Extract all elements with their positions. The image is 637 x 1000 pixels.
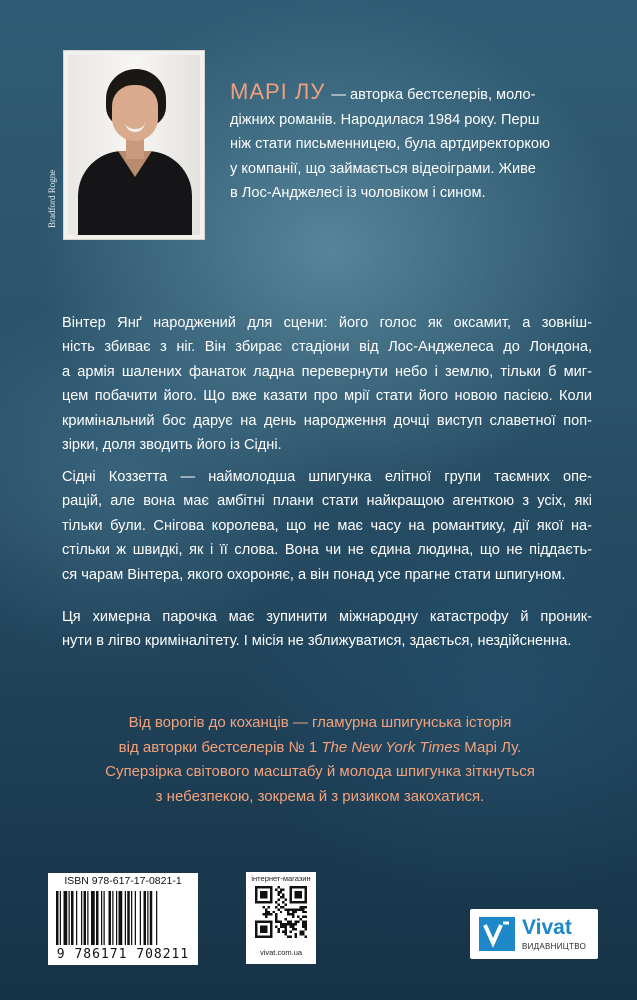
annotation-line: ність збиває з ніг. Він збирає стадіони від Лос-Анджелеса до Лондона, [62,339,592,356]
bio-line: в Лос-Анджелесі із чоловіком і сином. [230,185,486,201]
bio-line: у компанії, що займається відеоіграми. Живе [230,160,536,177]
annotation-paragraph-2 [62,465,592,587]
publisher-name: Vivat [522,916,572,939]
author-bio [230,80,570,206]
annotation-line: кримінальний бос дарує на день народження дочці виступ славетної поп- [62,412,592,429]
annotation-line: тільки були. Снігова королева, що не має часу на романтику, дії якої на- [62,517,592,534]
annotation-paragraph-3 [62,605,592,654]
annotation-line: Вінтер Янґ народжений для сцени: його голос як оксамит, а зовніш- [62,315,592,331]
newspaper-title: The New York Times [321,738,461,756]
bio-line: діжних романів. Народилася 1984 року. Перш [230,111,540,128]
annotation-paragraph-1 [62,311,592,457]
photo-credit: Bradford Rogne [47,169,57,228]
bio-line: — авторка бестселерів, моло- [331,87,536,103]
author-portrait-image [68,55,200,235]
publisher-logo [470,909,598,959]
qr-code-icon [255,886,307,938]
annotation-line: стільки ж швидкі, як і її слова. Вона чи не єдина людина, що не піддаєть- [62,542,592,559]
publisher-subtitle: ВИДАВНИЦТВО [522,942,587,951]
annotation-line: цем побачити його. Що вже казати про мрії стати його новою пасією. Коли [62,388,592,405]
annotation-line: рацій, але вона має амбітні плани стати найкращою агенткою з усіх, які [62,493,592,510]
qr-code-block [246,872,316,964]
annotation-line: Ця химерна парочка має зупинити міжнародну катастрофу й проник- [62,609,592,625]
tagline-line: Суперзірка світового масштабу й молода шпигунка зіткнуться [105,763,535,780]
author-name: МАРІ ЛУ [230,79,326,104]
promo-tagline [60,711,580,809]
author-photo [63,50,205,240]
tagline-line: з небезпекою, зокрема й з ризиком закохатися. [155,787,485,805]
barcode-digits: 9 786171 708211 [56,947,190,962]
annotation-line: Сідні Коззетта — наймолодша шпигунка елітної групи таємних опе- [62,469,592,485]
qr-caption: інтернет-магазин [251,874,311,883]
annotation-line: а армія шалених фанаток ладна перевернути небо і землю, тільки б миг- [62,363,592,380]
annotation-line: зірки, доля зводить його із Сідні. [62,437,282,454]
bio-line: ніж стати письменницею, була артдиректоркою [230,136,550,152]
isbn-label: ISBN 978-617-17-0821-1 [64,875,182,887]
isbn-barcode [48,873,198,965]
tagline-line: Від ворогів до коханців — гламурна шпигунська історія [128,714,512,731]
vivat-logo-icon [479,917,515,951]
annotation-line: нути в лігво криміналітету. І місія не зближуватися, здається, нездійсненна. [62,633,572,650]
annotation-line: ся чарам Вінтера, якого охороняє, а він понад усе прагне стати шпигуном. [62,566,566,583]
tagline-line: від авторки бестселерів № 1 The New York Times Марі Лу. [118,738,522,756]
qr-url: vivat.com.ua [259,948,303,957]
barcode-bars [56,891,190,945]
